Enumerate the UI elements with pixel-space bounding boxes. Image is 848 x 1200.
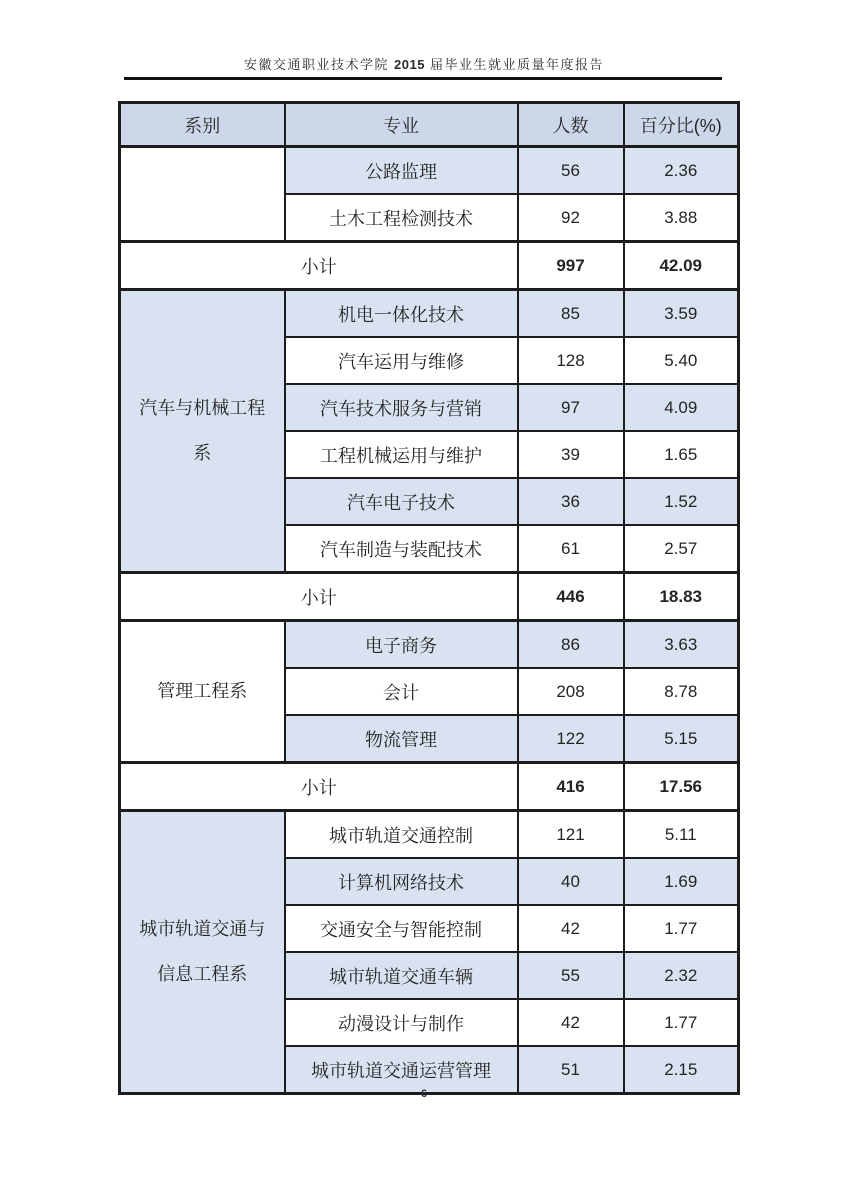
major-cell: 城市轨道交通车辆 xyxy=(285,952,518,999)
subtotal-label-cell: 小计 xyxy=(120,242,518,290)
major-cell: 土木工程检测技术 xyxy=(285,194,518,242)
subtotal-label-cell: 小计 xyxy=(120,573,518,621)
table-row xyxy=(120,147,739,195)
subtotal-percent-cell: 18.83 xyxy=(624,573,739,621)
subtotal-row xyxy=(120,763,739,811)
count-cell: 51 xyxy=(518,1046,624,1094)
major-cell: 机电一体化技术 xyxy=(285,290,518,338)
graduates-by-major-table xyxy=(118,101,740,1095)
major-cell: 动漫设计与制作 xyxy=(285,999,518,1046)
major-cell: 电子商务 xyxy=(285,621,518,669)
count-cell: 92 xyxy=(518,194,624,242)
major-cell: 汽车制造与装配技术 xyxy=(285,525,518,573)
table-row xyxy=(120,811,739,859)
count-cell: 121 xyxy=(518,811,624,859)
page-number: 6 xyxy=(420,1088,428,1100)
subtotal-percent-cell: 42.09 xyxy=(624,242,739,290)
count-cell: 42 xyxy=(518,905,624,952)
subtotal-percent-cell: 17.56 xyxy=(624,763,739,811)
department-cell xyxy=(120,147,285,242)
major-cell: 汽车技术服务与营销 xyxy=(285,384,518,431)
count-cell: 39 xyxy=(518,431,624,478)
major-cell: 工程机械运用与维护 xyxy=(285,431,518,478)
department-cell: 城市轨道交通与 信息工程系 xyxy=(120,811,285,1094)
percent-cell: 3.63 xyxy=(624,621,739,669)
major-cell: 会计 xyxy=(285,668,518,715)
percent-cell: 1.77 xyxy=(624,905,739,952)
percent-cell: 1.77 xyxy=(624,999,739,1046)
table-header-row xyxy=(120,103,739,147)
count-cell: 36 xyxy=(518,478,624,525)
count-cell: 42 xyxy=(518,999,624,1046)
doc-title-prefix: 安徽交通职业技术学院 xyxy=(244,57,390,72)
count-cell: 40 xyxy=(518,858,624,905)
count-cell: 97 xyxy=(518,384,624,431)
percent-cell: 2.32 xyxy=(624,952,739,999)
percent-cell: 3.59 xyxy=(624,290,739,338)
percent-cell: 5.15 xyxy=(624,715,739,763)
count-cell: 55 xyxy=(518,952,624,999)
percent-cell: 1.52 xyxy=(624,478,739,525)
percent-cell: 5.40 xyxy=(624,337,739,384)
header-rule xyxy=(124,77,722,80)
subtotal-count-cell: 997 xyxy=(518,242,624,290)
doc-title-suffix: 届毕业生就业质量年度报告 xyxy=(429,57,604,72)
col-header-count: 人数 xyxy=(518,103,624,147)
count-cell: 56 xyxy=(518,147,624,195)
subtotal-row xyxy=(120,573,739,621)
percent-cell: 5.11 xyxy=(624,811,739,859)
col-header-major: 专业 xyxy=(285,103,518,147)
major-cell: 计算机网络技术 xyxy=(285,858,518,905)
department-cell: 汽车与机械工程 系 xyxy=(120,290,285,573)
col-header-department: 系别 xyxy=(120,103,285,147)
major-cell: 汽车电子技术 xyxy=(285,478,518,525)
count-cell: 128 xyxy=(518,337,624,384)
major-cell: 城市轨道交通运营管理 xyxy=(285,1046,518,1094)
count-cell: 122 xyxy=(518,715,624,763)
doc-title-year: 2015 xyxy=(394,57,425,72)
major-cell: 公路监理 xyxy=(285,147,518,195)
percent-cell: 2.15 xyxy=(624,1046,739,1094)
percent-cell: 1.69 xyxy=(624,858,739,905)
percent-cell: 2.57 xyxy=(624,525,739,573)
subtotal-count-cell: 416 xyxy=(518,763,624,811)
major-cell: 汽车运用与维修 xyxy=(285,337,518,384)
count-cell: 86 xyxy=(518,621,624,669)
count-cell: 61 xyxy=(518,525,624,573)
count-cell: 208 xyxy=(518,668,624,715)
percent-cell: 8.78 xyxy=(624,668,739,715)
subtotal-row xyxy=(120,242,739,290)
percent-cell: 4.09 xyxy=(624,384,739,431)
percent-cell: 2.36 xyxy=(624,147,739,195)
count-cell: 85 xyxy=(518,290,624,338)
table-row xyxy=(120,290,739,338)
department-cell: 管理工程系 xyxy=(120,621,285,763)
table-row xyxy=(120,621,739,669)
major-cell: 交通安全与智能控制 xyxy=(285,905,518,952)
major-cell: 物流管理 xyxy=(285,715,518,763)
subtotal-label-cell: 小计 xyxy=(120,763,518,811)
col-header-percent: 百分比(%) xyxy=(624,103,739,147)
major-cell: 城市轨道交通控制 xyxy=(285,811,518,859)
percent-cell: 3.88 xyxy=(624,194,739,242)
percent-cell: 1.65 xyxy=(624,431,739,478)
document-header-title xyxy=(0,54,848,73)
subtotal-count-cell: 446 xyxy=(518,573,624,621)
